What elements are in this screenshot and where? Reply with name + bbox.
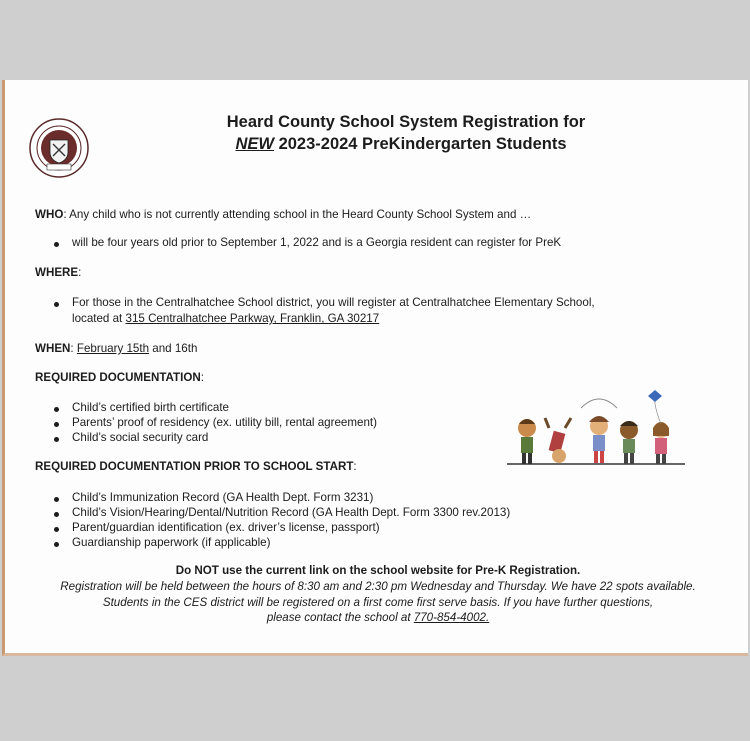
required-docs-heading — [35, 371, 204, 384]
required-docs-label: REQUIRED DOCUMENTATION — [35, 371, 201, 384]
flyer-page — [2, 80, 748, 656]
prior-doc-item: Child’s Immunization Record (GA Health Dept. Form 3231) — [72, 491, 374, 504]
who-text: : Any child who is not currently attending school in the Heard County School System and … — [63, 208, 532, 221]
bullet-dot — [54, 302, 59, 307]
bullet-dot — [54, 497, 59, 502]
prior-docs-colon: : — [353, 460, 357, 473]
required-doc-item: Child’s certified birth certificate — [72, 401, 230, 414]
who-label: WHO — [35, 208, 64, 221]
when-rest: and 16th — [149, 342, 198, 355]
when-label: WHEN — [35, 342, 71, 355]
children-playing-illustration — [499, 388, 689, 468]
flyer-title-line1: Heard County School System Registration for — [226, 113, 586, 131]
when-date: February 15th — [76, 342, 150, 355]
who-line — [35, 208, 531, 221]
footer-contact-prefix: please contact the school at — [266, 611, 414, 624]
footer-basis: Students in the CES district will be registered on a first come first serve basis. If you have further questions, — [102, 596, 654, 609]
bullet-dot — [54, 437, 59, 442]
prior-doc-item: Child’s Vision/Hearing/Dental/Nutrition Record (GA Health Dept. Form 3300 rev.2013) — [72, 506, 511, 519]
where-heading — [35, 266, 81, 279]
bullet-dot — [54, 527, 59, 532]
where-bullet-line2 — [72, 312, 379, 325]
when-line — [35, 342, 197, 355]
required-docs-colon: : — [200, 371, 204, 384]
school-phone: 770-854-4002. — [413, 611, 490, 624]
required-doc-item: Parents’ proof of residency (ex. utility bill, rental agreement) — [72, 416, 378, 429]
prior-docs-heading — [35, 460, 357, 473]
flyer-title-line2 — [28, 135, 750, 154]
who-bullet: will be four years old prior to September 1, 2022 and is a Georgia resident can register for PreK — [72, 236, 562, 249]
footer-contact — [5, 611, 750, 624]
where-located-at: located at — [72, 312, 126, 325]
title-line2-rest: 2023-2024 PreKindergarten Students — [273, 135, 567, 153]
when-colon: : — [70, 342, 77, 355]
prior-doc-item: Parent/guardian identification (ex. driver’s license, passport) — [72, 521, 380, 534]
bullet-dot — [54, 407, 59, 412]
footer-hours: Registration will be held between the hours of 8:30 am and 2:30 pm Wednesday and Thursday. We have 22 spots available. — [60, 580, 696, 593]
bullet-dot — [54, 422, 59, 427]
prior-doc-item: Guardianship paperwork (if applicable) — [72, 536, 271, 549]
footer-warning: Do NOT use the current link on the school website for Pre-K Registration. — [175, 564, 581, 577]
bullet-dot — [54, 542, 59, 547]
bullet-dot — [54, 512, 59, 517]
school-address: 315 Centralhatchee Parkway, Franklin, GA 30217 — [125, 312, 380, 325]
bullet-dot — [54, 242, 59, 247]
required-doc-item: Child’s social security card — [72, 431, 209, 444]
where-label: WHERE — [35, 266, 79, 279]
where-bullet-line1: For those in the Centralhatchee School district, you will register at Centralhatchee Elementary School, — [72, 296, 595, 309]
prior-docs-label: REQUIRED DOCUMENTATION PRIOR TO SCHOOL START — [35, 460, 354, 473]
where-colon: : — [78, 266, 82, 279]
title-new-word: NEW — [235, 135, 274, 153]
